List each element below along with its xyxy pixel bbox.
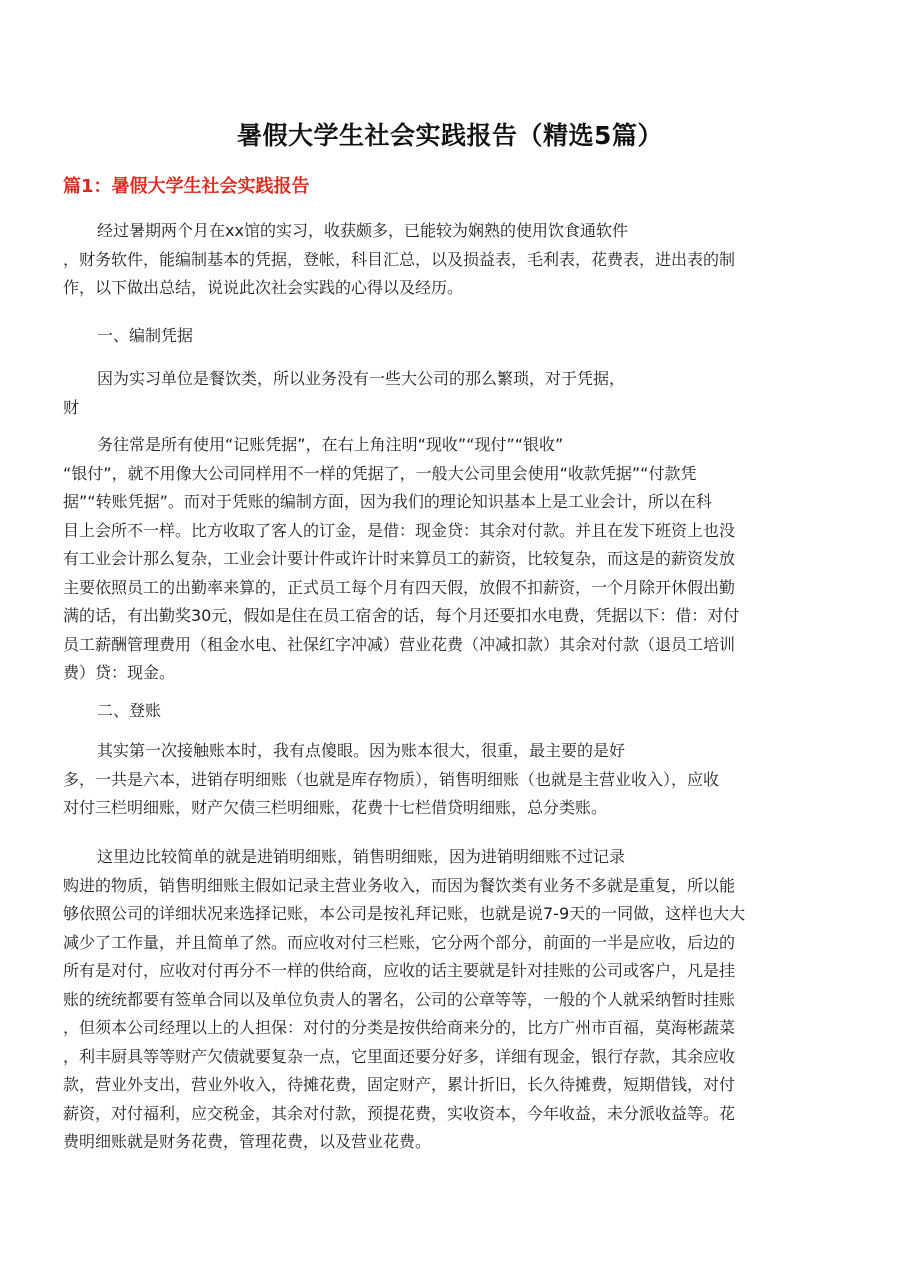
paragraph-1 — [63, 217, 833, 303]
text-line: 所有是对付，应收对付再分不一样的供给商，应收的话主要就是针对挂账的公司或客户，凡是挂 — [63, 961, 736, 980]
text-line: 多，一共是六本，进销存明细账（也就是库存物质），销售明细账（也就是主营业收入），应收 — [63, 769, 720, 789]
text-line: 目上会所不一样。比方收取了客人的订金，是借：现金贷：其余对付款。并且在发下班资上也没 — [63, 520, 736, 540]
subheading-1: 一、编制凭据 — [97, 326, 194, 345]
subheading-2: 二、登账 — [97, 701, 162, 720]
text-line: 费明细账就是财务花费，管理花费，以及营业花费。 — [63, 1132, 432, 1151]
text-line: ，但须本公司经理以上的人担保：对付的分类是按供给商来分的，比方广州市百福，莫海彬蔬菜 — [63, 1018, 736, 1037]
text-line: ，利丰厨具等等财产欠债就要复杂一点，它里面还要分好多，详细有现金，银行存款，其余应收 — [63, 1046, 736, 1066]
text-line: 款，营业外支出，营业外收入，待摊花费，固定财产，累计折旧，长久待摊费，短期借钱，对付 — [63, 1075, 736, 1094]
document-title: 暑假大学生社会实践报告（精选5篇） — [237, 121, 663, 150]
text-line: 满的话，有出勤奖30元，假如是住在员工宿舍的话，每个月还要扣水电费，凭据以下：借：对付 — [63, 606, 740, 625]
text-line: 经过暑期两个月在xx馆的实习，收获颇多，已能较为娴熟的使用饮食通软件 — [97, 221, 628, 240]
text-line: 其实第一次接触账本时，我有点傻眼。因为账本很大，很重，最主要的是好 — [97, 741, 626, 760]
paragraph-5 — [63, 843, 833, 1157]
text-line: 财 — [63, 397, 80, 417]
text-line: 对付三栏明细账，财产欠债三栏明细账，花费十七栏借贷明细账，总分类账。 — [63, 798, 608, 817]
section-heading: 篇1：暑假大学生社会实践报告 — [63, 176, 310, 197]
text-line: 够依照公司的详细状况来选择记账，本公司是按礼拜记账，也就是说7-9天的一同做，这样也大大 — [63, 904, 746, 923]
text-line: ，财务软件，能编制基本的凭据，登帐，科目汇总，以及损益表，毛利表，花费表，进出表的制 — [63, 249, 736, 269]
paragraph-2 — [63, 365, 833, 422]
text-line: 据”“转账凭据”。而对于凭账的编制方面，因为我们的理论知识基本上是工业会计，所以在科 — [63, 492, 712, 511]
text-line: “银付”，就不用像大公司同样用不一样的凭据了，一般大公司里会使用“收款凭据”“付款凭 — [63, 463, 697, 483]
text-line: 购进的物质，销售明细账主假如记录主营业务收入，而因为餐饮类有业务不多就是重复，所以能 — [63, 875, 736, 895]
paragraph-4 — [63, 737, 833, 823]
text-line: 主要依照员工的出勤率来算的，正式员工每个月有四天假，放假不扣薪资，一个月除开休假出勤 — [63, 577, 736, 597]
text-line: 因为实习单位是餐饮类，所以业务没有一些大公司的那么繁琐，对于凭据， — [97, 369, 626, 388]
text-line: 有工业会计那么复杂，工业会计要计件或许计时来算员工的薪资，比较复杂，而这是的薪资发放 — [63, 549, 736, 568]
text-line: 账的统统都要有签单合同以及单位负责人的署名，公司的公章等等，一般的个人就采纳暂时挂账 — [63, 989, 736, 1009]
paragraph-3 — [63, 431, 833, 688]
text-line: 作，以下做出总结，说说此次社会实践的心得以及经历。 — [63, 278, 464, 297]
text-line: 薪资，对付福利，应交税金，其余对付款，预提花费，实收资本，今年收益，未分派收益等。花 — [63, 1103, 736, 1123]
text-line: 减少了工作量，并且简单了然。而应收对付三栏账，它分两个部分，前面的一半是应收，后边的 — [63, 932, 736, 952]
text-line: 这里边比较简单的就是进销明细账，销售明细账，因为进销明细账不过记录 — [97, 847, 626, 866]
text-line: 费）贷：现金。 — [63, 663, 176, 682]
text-line: 员工薪酬管理费用（租金水电、社保红字冲减）营业花费（冲减扣款）其余对付款（退员工培训 — [63, 634, 736, 654]
text-line: 务往常是所有使用“记账凭据”，在右上角注明“现收”“现付”“银收” — [97, 435, 564, 454]
